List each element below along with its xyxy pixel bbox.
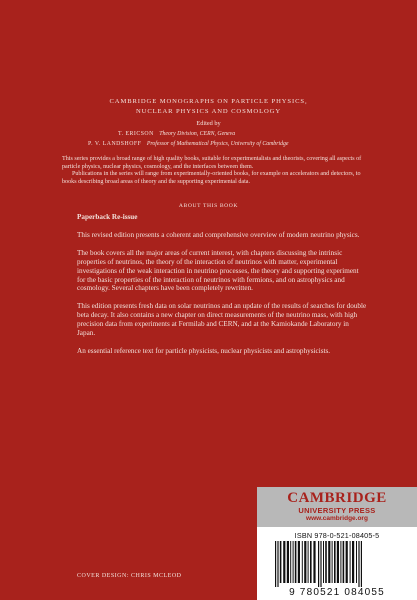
barcode-digits: 9 780521 084055: [289, 587, 385, 598]
barcode: [267, 541, 407, 599]
edited-by-label: Edited by: [196, 120, 221, 127]
editor-2-name: P. V. LANDSHOFF: [88, 141, 142, 147]
editor-2-affiliation: Professor of Mathematical Physics, University of Cambridge: [146, 141, 289, 147]
publisher-url: www.cambridge.org: [306, 515, 368, 522]
about-paragraph-2: The book covers all the major areas of current interest, with chapters discussing the intrinsic properties of neutrinos, the theory of the interaction of neutrinos with matter, experimental investigations of the weak interaction in neutrino processes, the theory and supporting experiment for the basic properties of the interaction of neutrinos with fermions, and on astrophysics and cosmology. Several chapters have been completely rewritten.: [77, 248, 359, 293]
editor-1-affiliation: Theory Division, CERN, Geneva: [159, 131, 236, 137]
about-paragraph-3: This edition presents fresh data on solar neutrinos and an update of the results of searches for double beta decay. It also contains a new chapter on direct measurements of the neutrino mass, with high precision data from experiments at Fermilab and CERN, and at the Kamiokande Laboratory in Japan.: [77, 302, 367, 338]
editor-2: [88, 141, 288, 147]
about-body: [77, 213, 367, 365]
editor-1-name: T. ERICSON: [118, 131, 154, 137]
about-paragraph-4: An essential reference text for particle physicists, nuclear physicists and astrophysicists.: [77, 346, 331, 355]
publisher-box: [257, 487, 417, 600]
barcode-bars: [267, 541, 407, 587]
series-title: [0, 97, 417, 117]
publisher-logo: [257, 487, 417, 527]
about-paragraph-1: This revised edition presents a coherent and comprehensive overview of modern neutrino physics.: [77, 230, 360, 239]
publisher-subtitle: UNIVERSITY PRESS: [298, 506, 376, 515]
series-description: [62, 156, 362, 186]
publisher-name: CAMBRIDGE: [287, 490, 387, 506]
series-title-line-2: NUCLEAR PHYSICS AND COSMOLOGY: [136, 108, 281, 115]
editor-1: [118, 131, 235, 137]
series-description-para-2: Publications in the series will range from experimentally-oriented books, for example on accelerators and detectors, to books describing broad areas of theory and the supporting experimental data.: [62, 171, 361, 185]
series-title-line-1: CAMBRIDGE MONOGRAPHS ON PARTICLE PHYSICS,: [109, 98, 308, 105]
about-heading: ABOUT THIS BOOK: [178, 203, 239, 209]
cover-design-credit: COVER DESIGN: CHRIS MCLEOD: [77, 573, 182, 579]
reissue-label: Paperback Re-issue: [77, 213, 138, 221]
series-description-para-1: This series provides a broad range of high quality books, suitable for experimentalists and theorists, covering all aspects of particle physics, nuclear physics, cosmology, and the interfaces between them.: [62, 156, 362, 170]
isbn-text: ISBN 978-0-521-08405-5: [294, 531, 380, 540]
